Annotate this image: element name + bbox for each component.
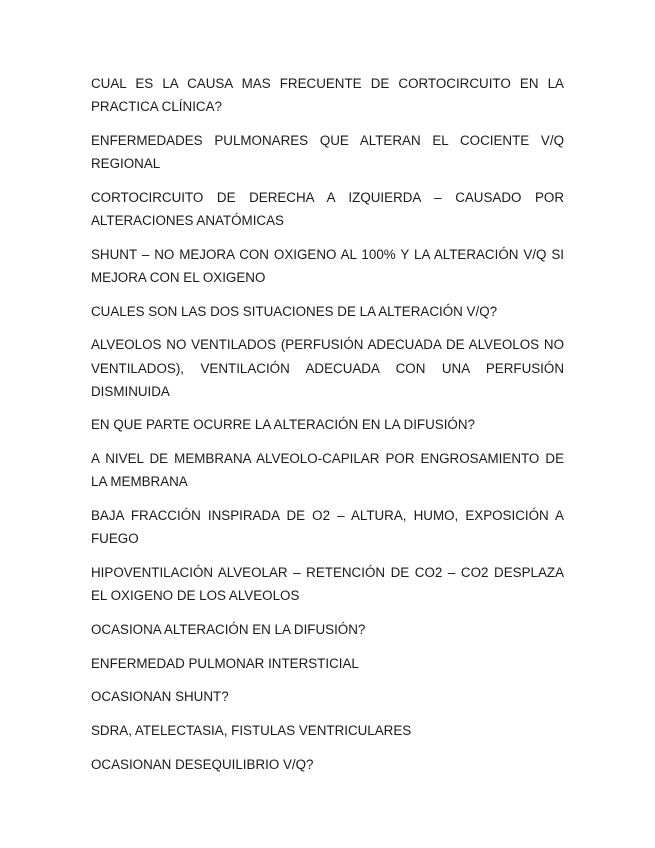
answer-paragraph: BAJA FRACCIÓN INSPIRADA DE O2 – ALTURA, HUMO, EXPOSICIÓN A FUEGO — [91, 508, 564, 547]
question-paragraph: OCASIONAN DESEQUILIBRIO V/Q? — [91, 756, 314, 772]
answer-paragraph: ENFERMEDADES PULMONARES QUE ALTERAN EL COCIENTE V/Q REGIONAL — [91, 132, 564, 172]
answer-paragraph: CORTOCIRCUITO DE DERECHA A IZQUIERDA – CAUSADO POR ALTERACIONES ANATÓMICAS — [91, 189, 564, 229]
question-paragraph: CUALES SON LAS DOS SITUACIONES DE LA ALTERACIÓN V/Q? — [91, 303, 498, 319]
answer-paragraph: HIPOVENTILACIÓN ALVEOLAR – RETENCIÓN DE CO2 – CO2 DESPLAZA EL OXIGENO DE LOS ALVEOLOS — [91, 564, 564, 604]
question-paragraph: CUAL ES LA CAUSA MAS FRECUENTE DE CORTOCIRCUITO EN LA PRACTICA CLÍNICA? — [91, 76, 564, 115]
answer-paragraph: ALVEOLOS NO VENTILADOS (PERFUSIÓN ADECUADA DE ALVEOLOS NO VENTILADOS), VENTILACIÓN ADECUADA CON UNA PERFUSIÓN DISMINUIDA — [91, 337, 564, 399]
answer-paragraph: ENFERMEDAD PULMONAR INTERSTICIAL — [91, 655, 359, 671]
answer-paragraph: SDRA, ATELECTASIA, FISTULAS VENTRICULARES — [91, 722, 412, 738]
question-paragraph: OCASIONA ALTERACIÓN EN LA DIFUSIÓN? — [91, 621, 366, 637]
answer-paragraph: SHUNT – NO MEJORA CON OXIGENO AL 100% Y LA ALTERACIÓN V/Q SI MEJORA CON EL OXIGENO — [91, 246, 564, 285]
document-body — [91, 72, 564, 786]
question-paragraph: EN QUE PARTE OCURRE LA ALTERACIÓN EN LA DIFUSIÓN? — [91, 417, 475, 433]
answer-paragraph: A NIVEL DE MEMBRANA ALVEOLO-CAPILAR POR ENGROSAMIENTO DE LA MEMBRANA — [91, 451, 564, 490]
question-paragraph: OCASIONAN SHUNT? — [91, 689, 229, 705]
